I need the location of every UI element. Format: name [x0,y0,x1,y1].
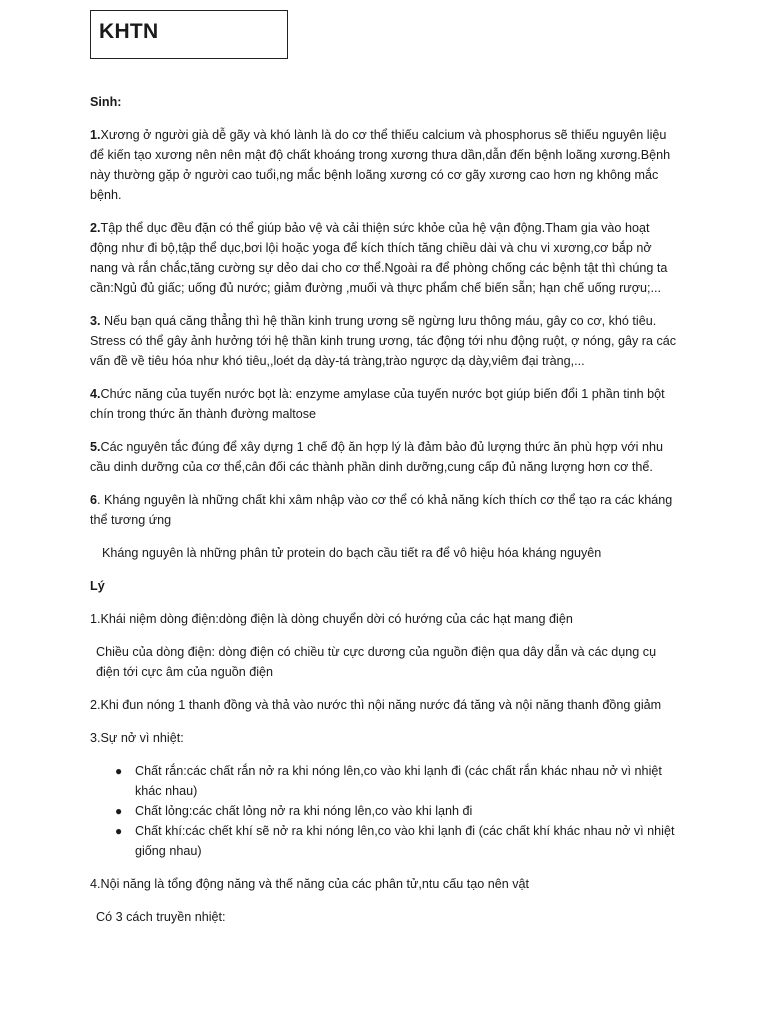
section-heading-ly: Lý [90,579,105,593]
item-number: 3. [90,314,101,328]
ly-paragraph-4b: Có 3 cách truyền nhiệt: [96,910,226,924]
item-number: 6 [90,493,98,507]
section-heading-sinh: Sinh: [90,95,122,109]
title-box [90,10,288,59]
ly-paragraph-1b: Chiều của dòng điện: dòng điện có chiều từ cực dương của nguồn điện qua dây dẫn và các dụng cụ điện tới cực âm của nguồn điện [96,645,657,679]
item-text: Chức năng của tuyến nước bọt là: enzyme amylase của tuyến nước bọt giúp biến đổi 1 phần tinh bột chín trong thức ăn thành đường maltose [90,387,665,421]
ly-paragraph-3: 3.Sự nở vì nhiệt: [90,731,184,745]
sinh-item-1 [90,125,680,205]
item-number: 1. [90,128,101,142]
bullet-icon: ● [115,764,123,778]
sinh-item-4 [90,384,680,424]
list-item-text: Chất khí:các chết khí sẽ nở ra khi nóng lên,co vào khi lạnh đi (các chất khí khác nhau nở vì nhiệt giống nhau) [135,824,675,858]
sinh-item-3 [90,311,680,371]
list-item [115,761,680,801]
list-item-text: Chất rắn:các chất rắn nở ra khi nóng lên,co vào khi lạnh đi (các chất rắn khác nhau nở vì nhiệt khác nhau) [135,764,662,798]
list-item [115,821,680,861]
item-text: Tập thể dục đều đặn có thể giúp bảo vệ và cải thiện sức khỏe của hệ vận động.Tham gia vào hoạt động như đi bộ,tập thể dục,bơi lội hoặc yoga để kích thích tăng chiều dài và chu vi xương,cơ bắp nở nang và rắn chắc,tăng cường sự dẻo dai cho cơ thể.Ngoài ra để phòng chống các bệnh tật thì chúng ta cần:Ngủ đủ giấc; uống đủ nước; giảm đường ,muối và thực phẩm chế biến sẵn; hạn chế uống rượu;... [90,221,668,295]
sinh-item-2 [90,218,680,298]
sinh-item-6 [90,490,680,530]
item-text: . Kháng nguyên là những chất khi xâm nhập vào cơ thể có khả năng kích thích cơ thể tạo ra các kháng thể tương ứng [90,493,673,527]
thermal-expansion-list [90,761,680,861]
bullet-icon: ● [115,824,123,838]
item-number: 4. [90,387,101,401]
ly-paragraph-1: 1.Khái niệm dòng điện:dòng điện là dòng chuyển dời có hướng của các hạt mang điện [90,612,573,626]
item-text: Xương ở người già dễ gãy và khó lành là do cơ thể thiếu calcium và phosphorus sẽ thiếu nguyên liệu để kiến tạo xương nên nên mật độ chất khoáng trong xương thưa dần,dẫn đến bệnh loãng xương.Bệnh này thường gặp ở người cao tuổi,ng mắc bệnh loãng xương có cơ gãy xương cao hơn ng không mắc bệnh. [90,128,671,202]
document-title: KHTN [99,20,159,43]
item-text: Nếu bạn quá căng thẳng thì hệ thần kinh trung ương sẽ ngừng lưu thông máu, gây co cơ, khó tiêu. Stress có thể gây ảnh hưởng tới hệ thần kinh trung ương, tác động tới nhu động ruột, ợ nóng, gây ra các vấn đề về tiêu hóa như khó tiêu,,loét dạ dày-tá tràng,trào ngược dạ dày,viêm đại tràng,... [90,314,677,368]
bullet-icon: ● [115,804,123,818]
sinh-item-5 [90,437,680,477]
sinh-note: Kháng nguyên là những phân tử protein do bạch cầu tiết ra để vô hiệu hóa kháng nguyên [102,546,602,560]
list-item-text: Chất lỏng:các chất lỏng nở ra khi nóng lên,co vào khi lạnh đi [135,804,473,818]
document-body [90,92,680,940]
item-number: 5. [90,440,101,454]
item-text: Các nguyên tắc đúng để xây dựng 1 chế độ ăn hợp lý là đảm bảo đủ lượng thức ăn phù hợp với nhu cầu dinh dưỡng của cơ thể,cân đối các thành phần dinh dưỡng,cung cấp đủ năng lượng hơn cơ thể. [90,440,663,474]
ly-paragraph-4: 4.Nội năng là tổng động năng và thế năng của các phân tử,ntu cấu tạo nên vật [90,877,530,891]
item-number: 2. [90,221,101,235]
list-item [115,801,680,821]
ly-paragraph-2: 2.Khi đun nóng 1 thanh đồng và thả vào nước thì nội năng nước đá tăng và nội năng thanh đồng giảm [90,698,662,712]
